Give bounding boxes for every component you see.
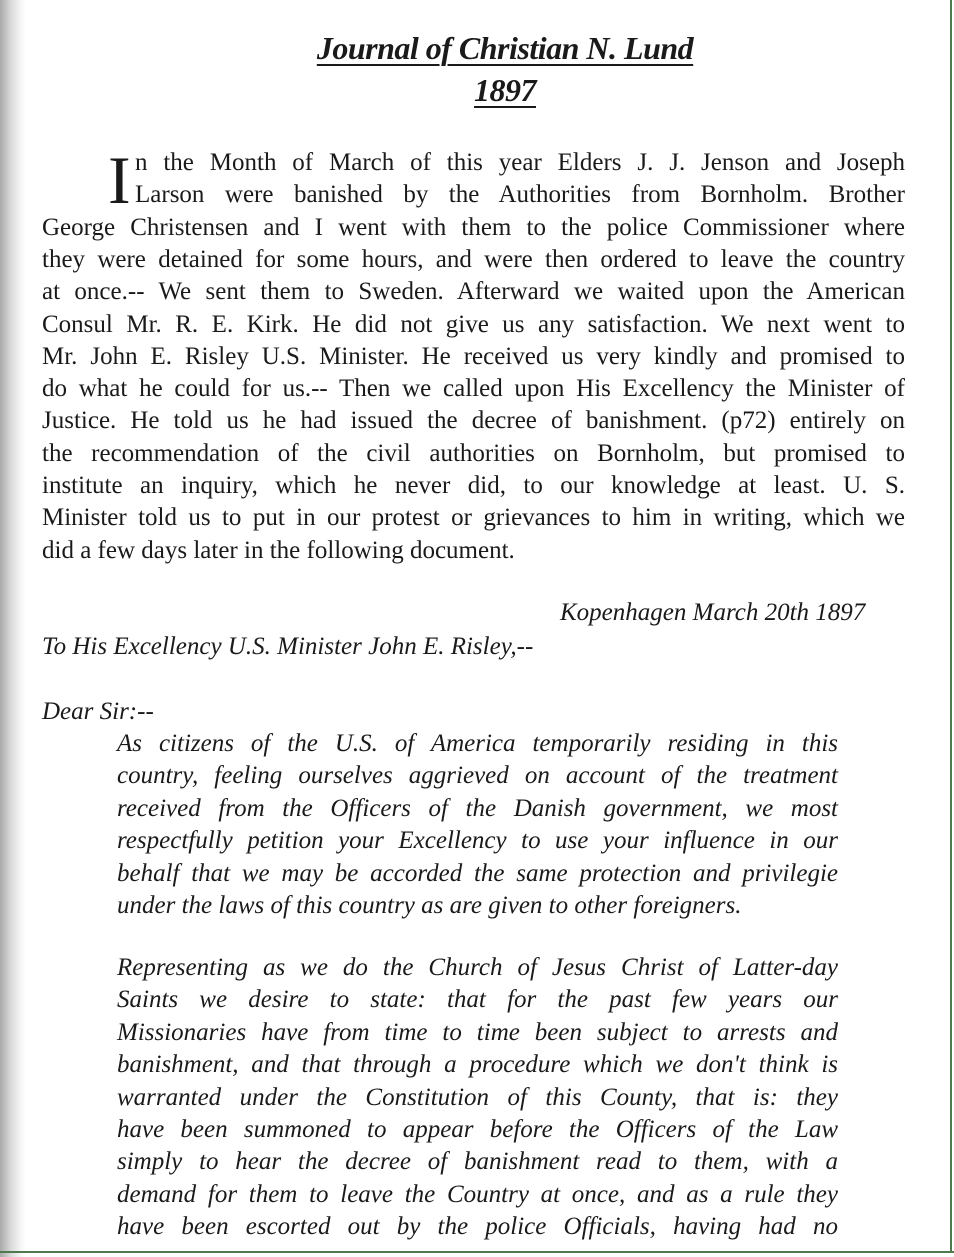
text-line: institute an inquiry, which he never did, to our knowledge at least. U. S.	[42, 472, 905, 499]
text-line: the recommendation of the civil authorities on Bornholm, but promised to	[42, 439, 905, 467]
text-line: Representing as we do the Church of Jesus Christ of Latter-day	[117, 954, 838, 981]
text-line: demand for them to leave the Country at once, and as a rule they	[117, 1180, 838, 1208]
text-line: at once.-- We sent them to Sweden. Afterward we waited upon the American	[42, 278, 905, 306]
text-line: have been summoned to appear before the Officers of the Law	[117, 1116, 838, 1143]
text-line: did a few days later in the following document.	[42, 536, 515, 564]
text-line: under the laws of this country as are given to other foreigners.	[117, 892, 742, 919]
text-line: Missionaries have from time to time been subject to arrests and	[117, 1018, 838, 1046]
letter-dateline: Kopenhagen March 20th 1897	[560, 599, 866, 626]
text-line: Consul Mr. R. E. Kirk. He did not give us any satisfaction. We next went to	[42, 310, 905, 338]
text-line: banishment, and that through a procedure which we don't think is	[117, 1051, 838, 1079]
text-line: Larson were banished by the Authorities from Bornholm. Brother	[135, 181, 905, 209]
page-border-right	[950, 0, 952, 1252]
text-line: respectfully petition your Excellency to use your influence in our	[117, 827, 838, 855]
page-border-bottom	[0, 1251, 954, 1253]
letter-salutation: Dear Sir:--	[42, 698, 154, 725]
drop-cap: I	[108, 142, 131, 218]
text-line: do what he could for us.-- Then we called upon His Excellency the Minister of	[42, 375, 905, 403]
text-line: have been escorted out by the police Officials, having had no	[117, 1213, 838, 1241]
document-year: 1897	[474, 72, 536, 108]
text-line: warranted under the Constitution of this County, that is: they	[117, 1083, 838, 1111]
text-line: simply to hear the decree of banishment read to them, with a	[117, 1148, 838, 1176]
scan-edge-shadow	[0, 0, 26, 1257]
text-line: country, feeling ourselves aggrieved on account of the treatment	[117, 762, 838, 790]
text-line: Minister told us to put in our protest or grievances to him in writing, which we	[42, 504, 905, 532]
text-line: n the Month of March of this year Elders J. J. Jenson and Joseph	[135, 149, 905, 176]
letter-addressee: To His Excellency U.S. Minister John E. Risley,--	[42, 633, 534, 660]
text-line: behalf that we may be accorded the same protection and privilegie	[117, 859, 838, 887]
text-line: Mr. John E. Risley U.S. Minister. He received us very kindly and promised to	[42, 342, 905, 370]
text-line: received from the Officers of the Danish government, we most	[117, 794, 838, 822]
text-line: they were detained for some hours, and were then ordered to leave the country	[42, 245, 905, 273]
document-title: Journal of Christian N. Lund	[316, 30, 694, 66]
text-line: Justice. He told us he had issued the decree of banishment. (p72) entirely on	[42, 407, 905, 435]
text-line: Saints we desire to state: that for the past few years our	[117, 986, 838, 1014]
text-line: George Christensen and I went with them to the police Commissioner where	[42, 213, 905, 241]
text-line: As citizens of the U.S. of America temporarily residing in this	[117, 730, 838, 757]
